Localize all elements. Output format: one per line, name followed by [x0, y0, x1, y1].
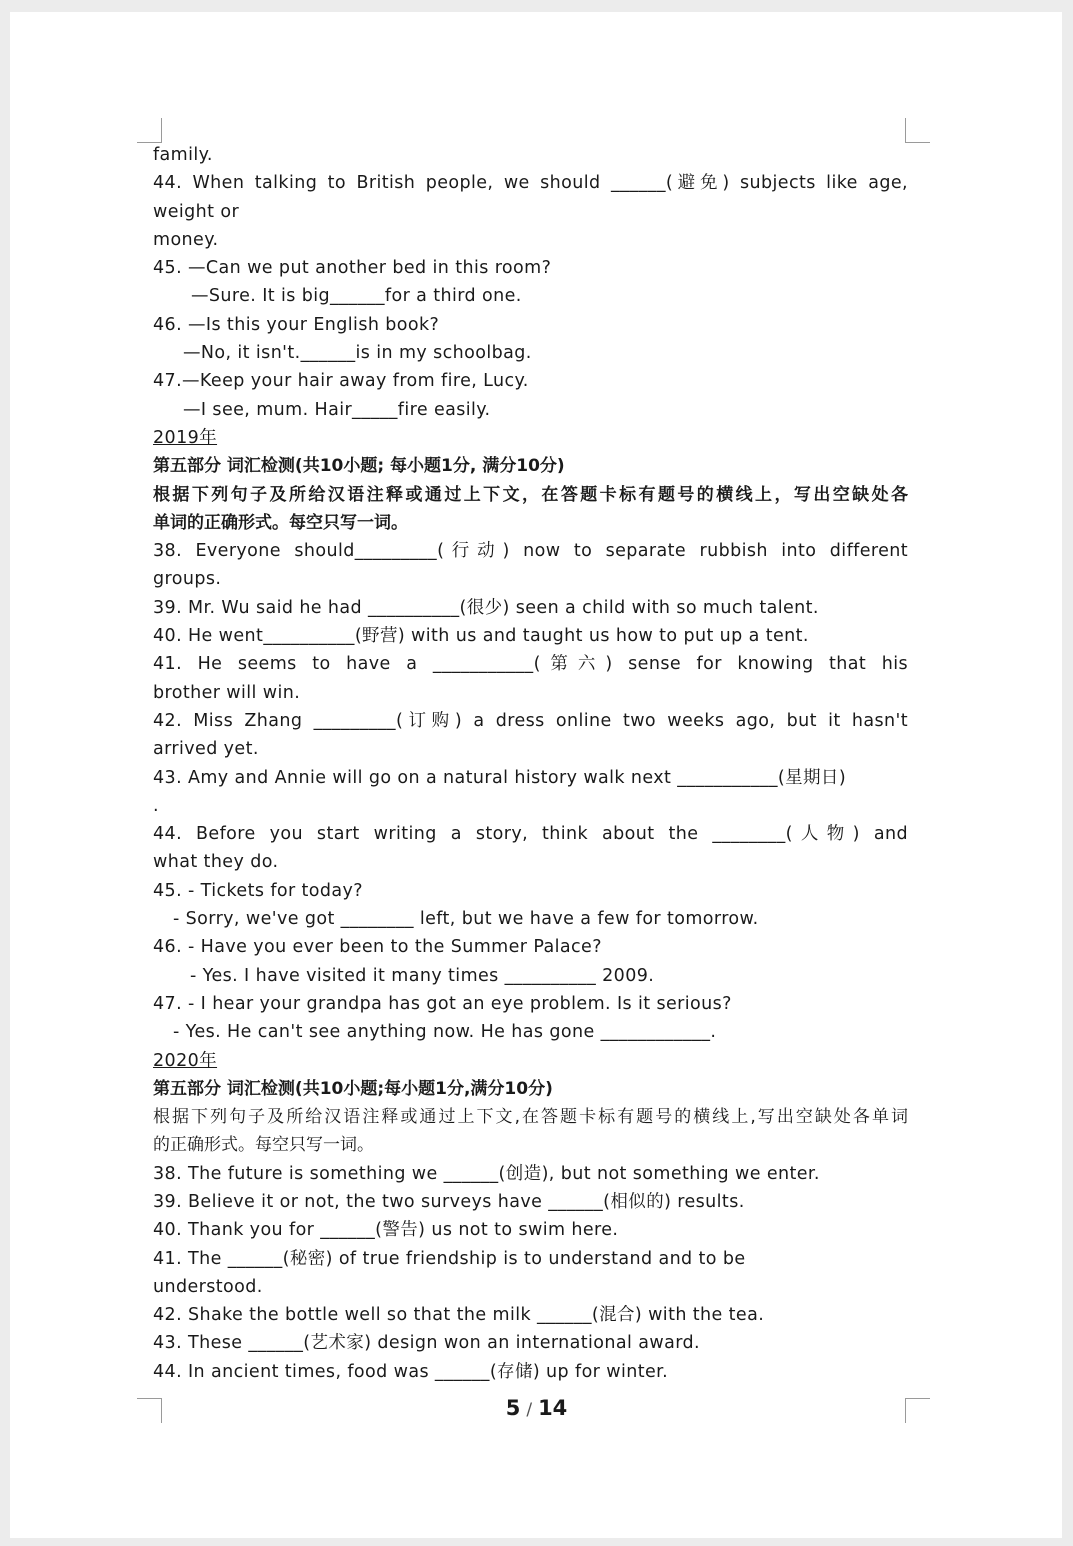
section-instructions: 的正确形式。每空只写一词。 [153, 1135, 374, 1156]
question-39-line: 39. Mr. Wu said he had __________(很少) seen a child with so much talent. [153, 597, 819, 618]
text-line: what they do. [153, 852, 279, 873]
page-separator: / [526, 1400, 533, 1420]
text-line: weight or [153, 201, 240, 222]
question-46-line: 46. - Have you ever been to the Summer Palace? [153, 937, 602, 958]
question-43-line: 43. Amy and Annie will go on a natural history walk next ___________(星期日) [153, 767, 847, 788]
answer-line: —Sure. It is big______for a third one. [191, 286, 522, 307]
current-page: 5 [505, 1396, 521, 1420]
question-44-line: 44. When talking to British people, we should ______(避免) subjects like age, [153, 173, 908, 194]
page-indicator [0, 1396, 1073, 1420]
document-body [153, 141, 908, 1386]
text-line: groups. [153, 569, 222, 590]
text-line: arrived yet. [153, 739, 259, 760]
question-44-line: 44. Before you start writing a story, think about the ________(人物) and [153, 824, 908, 845]
question-39-line: 39. Believe it or not, the two surveys have ______(相似的) results. [153, 1191, 745, 1212]
text-line: family. [153, 145, 213, 165]
question-40-line: 40. Thank you for ______(警告) us not to swim here. [153, 1220, 619, 1241]
year-heading-2019: 2019年 [153, 427, 218, 448]
question-45-line: 45. —Can we put another bed in this room? [153, 258, 552, 279]
crop-mark-top-right [905, 118, 930, 143]
crop-mark-top-left [137, 118, 162, 143]
answer-line: - Yes. He can't see anything now. He has gone ____________. [173, 1022, 717, 1043]
question-38-line: 38. The future is something we ______(创造), but not something we enter. [153, 1163, 820, 1184]
answer-line: - Sorry, we've got ________ left, but we have a few for tomorrow. [173, 909, 759, 930]
section-heading: 第五部分 词汇检测(共10小题;每小题1分,满分10分) [153, 1078, 553, 1099]
question-42-line: 42. Shake the bottle well so that the milk ______(混合) with the tea. [153, 1305, 765, 1326]
question-38-line: 38. Everyone should_________(行动) now to separate rubbish into different [153, 541, 908, 562]
question-41-line: 41. He seems to have a ___________(第六) sense for knowing that his [153, 654, 908, 675]
answer-line: —I see, mum. Hair_____fire easily. [183, 399, 491, 420]
text-line: . [153, 795, 159, 816]
total-pages: 14 [538, 1396, 568, 1420]
question-47-line: 47.—Keep your hair away from fire, Lucy. [153, 371, 529, 392]
section-instructions: 根据下列句子及所给汉语注释或通过上下文,在答题卡标有题号的横线上,写出空缺处各单词 [153, 1107, 908, 1128]
section-instructions: 单词的正确形式。每空只写一词。 [153, 512, 408, 533]
question-45-line: 45. - Tickets for today? [153, 880, 363, 901]
year-heading-2020: 2020年 [153, 1050, 218, 1071]
answer-line: —No, it isn't.______is in my schoolbag. [183, 343, 532, 364]
question-42-line: 42. Miss Zhang _________(订购) a dress online two weeks ago, but it hasn't [153, 710, 908, 731]
text-line: understood. [153, 1276, 263, 1297]
section-instructions: 根据下列句子及所给汉语注释或通过上下文，在答题卡标有题号的横线上，写出空缺处各 [153, 484, 908, 505]
question-46-line: 46. —Is this your English book? [153, 314, 440, 335]
question-41-line: 41. The ______(秘密) of true friendship is to understand and to be [153, 1248, 746, 1269]
question-47-line: 47. - I hear your grandpa has got an eye problem. Is it serious? [153, 993, 732, 1014]
text-line: money. [153, 229, 219, 250]
question-44-line: 44. In ancient times, food was ______(存储) up for winter. [153, 1361, 669, 1382]
question-43-line: 43. These ______(艺术家) design won an international award. [153, 1333, 700, 1354]
text-line: brother will win. [153, 682, 301, 703]
answer-line: - Yes. I have visited it many times __________ 2009. [190, 965, 655, 986]
section-heading: 第五部分 词汇检测(共10小题; 每小题1分, 满分10分) [153, 456, 565, 477]
question-40-line: 40. He went__________(野营) with us and taught us how to put up a tent. [153, 626, 809, 647]
